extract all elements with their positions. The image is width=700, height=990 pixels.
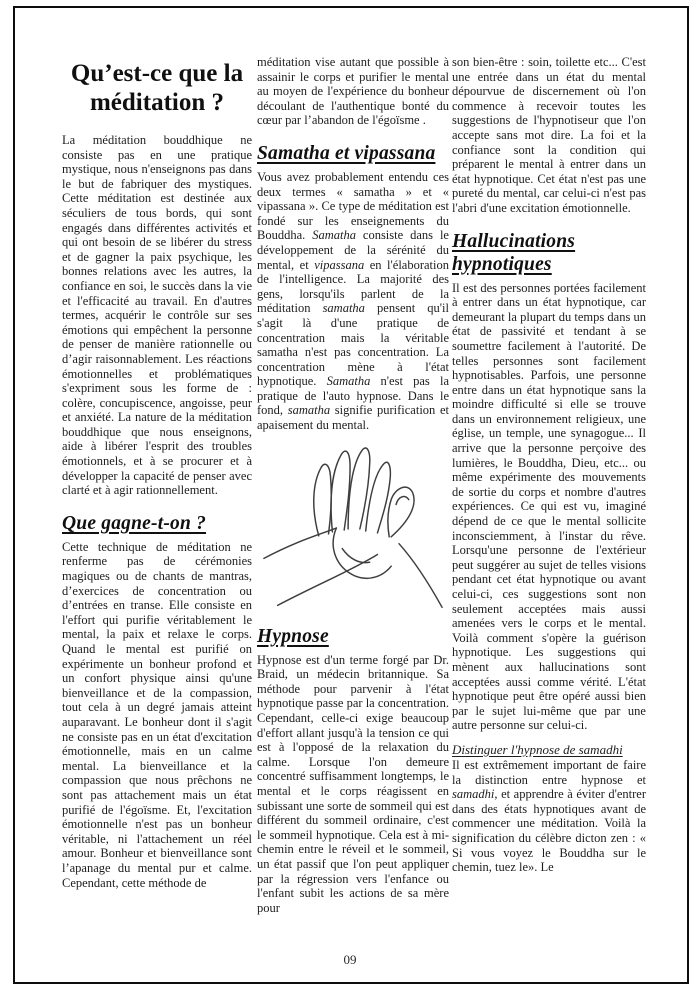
hallucinations-paragraph: Il est des personnes portées facilement à entrer dans un état hypnotique, car demeurant la plupart du temps dans un état de passivité et tendant à se soumettre facilement à l'autorité. De telles personnes sont facilement hypnotisables. Parfois, une personne entre dans un état hypnotique sans la moindre difficulté si elle se trouve dans un environnement religieux, une église, un temple, une synagogue... Il arrive que la personne perçoive des lumières, le Bouddha, Dieu, etc... ou même expérimente des mouvements de sortie du corps et nombre d'autres expériences. Ce qui est vu, imaginé dépend de ce que le mental sollicite inconsciemment, à l'instar du rêve. Lorsqu'une personne de l'extérieur peut suggérer au sujet de telles visions pendant cet état hypnotique ou avant celui-ci, ces suggestions sont non seulement acceptées mais aussi amenées vers le corps et le mental. Voilà comment s'opère la guérison hypnotique. Les suggestions qui mènent aux hallucinations sont acceptées aussi comme vérité. L'état hypnotique peut être opéré aussi bien par le sujet lui-même que par une autre personne sur celui-ci.	[452, 280, 646, 733]
continuation-paragraph-col3: son bien-être : soin, toilette etc... C'est une entrée dans un état du mental dépourvue de discernement où l'on commence à recevoir toutes les suggestions de l'hypnotiseur que l'on accepte sans mot dire. La foi et la confiance sont la condition qui préparent le mental à entrer dans un état hypnotique. Cet état n'est pas une pureté du mental, car celui-ci n'est pas l'abri d'une excitation émotionnelle.	[452, 55, 646, 215]
distinguer-paragraph: Il est extrêmement important de faire la distinction entre hypnose et samadhi, et apprendre à éviter d'entrer dans des états hypnotiques avant de commencer une méditation. Voilà la signification du célèbre dicton zen : « Si vous voyez le Bouddha sur le chemin, tuez le». Le	[452, 757, 646, 875]
column-2	[257, 55, 449, 915]
meditation-hands-illustration	[257, 435, 449, 623]
page-title: Qu’est-ce que la méditation ?	[70, 60, 244, 116]
heading-hallucinations-hypnotiques: Hallucinations hypnotiques	[452, 230, 576, 275]
heading-hypnose: Hypnose	[257, 625, 329, 647]
column-1	[62, 55, 252, 890]
intro-paragraph: La méditation bouddhique ne consiste pas en une pratique mystique, nous n'enseignons pas dans le but de fabriquer des mystiques. Cette méditation est destinée aux séculiers de tous bords, qui sont engagés dans différentes activités et qui ont besoin de se libérer du stress et de gagner la paix psychique, les bonnes relations avec les autres, la confiance en soi, le succès dans la vie et l'efficacité au travail. En d'autres termes, acquérir le contrôle sur ses émotions qui empêchent la personne de penser de manière rationnelle ou d’agir raisonnablement. Les réactions émotionnelles et problématiques s'expriment sous les forme de : colère, concupiscence, angoisse, peur et anxiété. La nature de la méditation bouddhique que nous enseignons, aide à libérer l'esprit des troubles émotionnels, et à se procurer et à développer la capacité de penser avec clarté et à agir rationnellement.	[62, 133, 252, 498]
page-number: 09	[343, 952, 357, 967]
heading-que-gagne-t-on: Que gagne-t-on ?	[62, 512, 207, 534]
que-gagne-t-on-paragraph: Cette technique de méditation ne renferme pas de cérémonies magiques ou de chants de mantras, d’exercices de concentration ou d’entrées en transe. Elle consiste en l'effort qui purifie véritablement le mental, la paix et relaxe le corps. Quand le mental est purifié on expérimente un bonheur profond et un confort physique ainsi qu'une bienveillance et de la compassion, tout cela à un degré jamais atteint auparavant. Le bonheur dont il s'agit ne consiste pas en un état d'excitation émotionnelle, mais en un calme mental. La bienveillance et la compassion que nous prêchons ne sont pas attachement mais un état purifié de l'égoïsme. Et, l'excitation émotionnelle n'est pas un bonheur véritable, ni l'attachement un réel amour. Bonheur et bienveillance sont l’apanage du mental pur et calme. Cependant, cette méthode de	[62, 539, 252, 890]
continuation-paragraph-col2: méditation vise autant que possible à assainir le corps et purifier le mental au moyen de l'expérience du bonheur découlant de l'authentique bonté du cœur par l’abandon de l'égoïsme .	[257, 55, 449, 128]
column-3	[452, 55, 646, 875]
hypnose-paragraph: Hypnose est d'un terme forgé par Dr. Braid, un médecin britannique. Sa méthode pour parvenir à l'état hypnotique passe par la concentration. Cependant, celle-ci exige beaucoup d'effort allant jusqu'à la tension ce qui est à l'opposé de la relaxation du calme. Lorsque l'on demeure concentré suffisamment longtemps, le mental et le corps réagissent en subissant une sorte de sommeil qui est différent du sommeil ordinaire, c'est le sommeil hypnotique. Cela est à mi-chemin entre le réveil et le sommeil, un état passif que l'on peut appliquer par la régression vers l'enfance ou l'enfant subit les actions de sa mère pour	[257, 652, 449, 915]
heading-samatha-et-vipassana: Samatha et vipassana	[257, 142, 436, 164]
hands-line-drawing-svg	[260, 438, 446, 620]
samatha-paragraph: Vous avez probablement entendu ces deux termes « samatha » et « vipassana ». Ce type de méditation est fondé sur les enseignements du Bouddha. Samatha consiste dans le développement de la sérénité du mental, et vipassana en l'élaboration de l'intelligence. La majorité des gens, lorsqu'ils parlent de la méditation samatha pensent qu'il s'agit là d'une pratique de concentration mais la véritable samatha n'est pas concentration. La concentration mène à l'état hypnotique. Samatha n'est pas la pratique de l'auto hypnose. Dans le fond, samatha signifie purification et apaisement du mental.	[257, 169, 449, 433]
subheading-distinguer-hypnose-samadhi: Distinguer l'hypnose de samadhi	[452, 741, 623, 757]
